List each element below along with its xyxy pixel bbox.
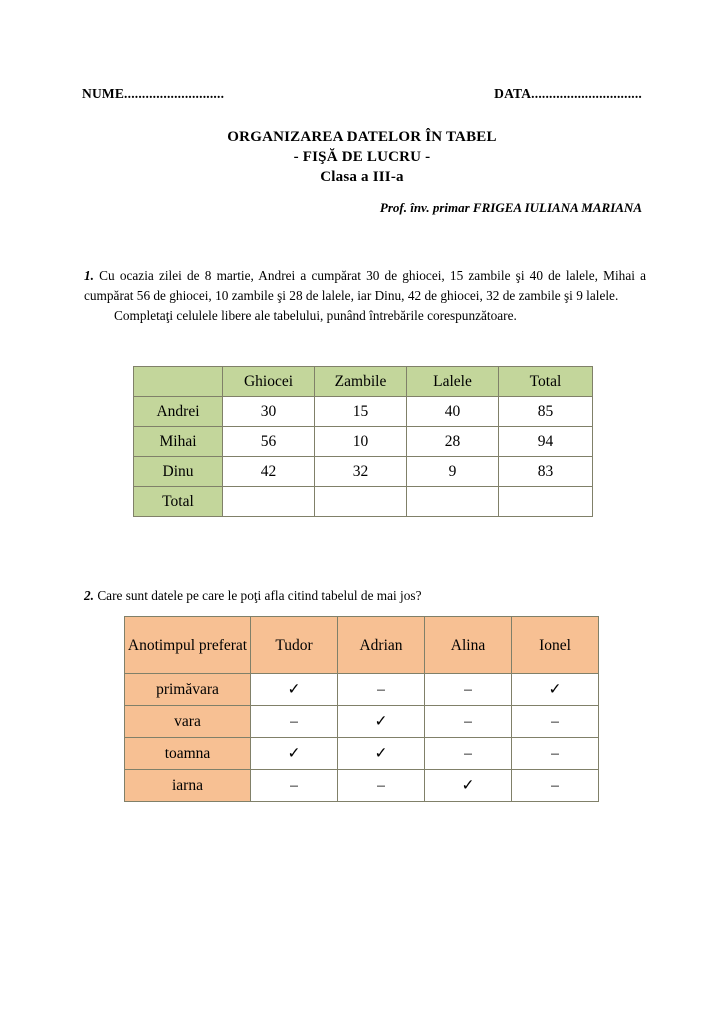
table-favourite-seasons bbox=[124, 616, 599, 802]
cell-andrei-lalele[interactable]: 40 bbox=[407, 397, 499, 427]
table-flower-counts bbox=[133, 366, 593, 517]
table-corner-cell-seasons: Anotimpul preferat bbox=[125, 617, 251, 674]
table-header-row bbox=[134, 367, 593, 397]
cell-mihai-total[interactable]: 94 bbox=[499, 427, 593, 457]
cell-total-ghiocei[interactable] bbox=[223, 487, 315, 517]
row-header-mihai: Mihai bbox=[134, 427, 223, 457]
cell-andrei-ghiocei[interactable]: 30 bbox=[223, 397, 315, 427]
cell-total-lalele[interactable] bbox=[407, 487, 499, 517]
table-row bbox=[134, 427, 593, 457]
exercise-1-block bbox=[84, 266, 646, 326]
cell-iarna-alina[interactable]: ✓ bbox=[425, 770, 512, 802]
cell-mihai-lalele[interactable]: 28 bbox=[407, 427, 499, 457]
row-header-total: Total bbox=[134, 487, 223, 517]
row-header-andrei: Andrei bbox=[134, 397, 223, 427]
title-line-2: - FIŞĂ DE LUCRU - bbox=[293, 149, 431, 165]
table-row bbox=[134, 457, 593, 487]
column-header-ionel: Ionel bbox=[512, 617, 599, 674]
cell-toamna-alina[interactable]: – bbox=[425, 738, 512, 770]
cell-primavara-tudor[interactable]: ✓ bbox=[251, 674, 338, 706]
cell-dinu-ghiocei[interactable]: 42 bbox=[223, 457, 315, 487]
table-row bbox=[134, 487, 593, 517]
name-field-label: NUME............................ bbox=[82, 86, 225, 101]
table-row bbox=[125, 770, 599, 802]
cell-iarna-tudor[interactable]: – bbox=[251, 770, 338, 802]
column-header-total: Total bbox=[499, 367, 593, 397]
cell-toamna-tudor[interactable]: ✓ bbox=[251, 738, 338, 770]
table-row bbox=[125, 674, 599, 706]
cell-andrei-zambile[interactable]: 15 bbox=[315, 397, 407, 427]
cell-total-total[interactable] bbox=[499, 487, 593, 517]
cell-toamna-ionel[interactable]: – bbox=[512, 738, 599, 770]
cell-primavara-ionel[interactable]: ✓ bbox=[512, 674, 599, 706]
page-title bbox=[0, 127, 724, 187]
row-header-toamna: toamna bbox=[125, 738, 251, 770]
cell-dinu-zambile[interactable]: 32 bbox=[315, 457, 407, 487]
exercise-1-text: Cu ocazia zilei de 8 martie, Andrei a cumpărat 30 de ghiocei, 15 zambile şi 40 de lalele, Mihai a cumpărat 56 de ghiocei, 10 zambile şi 28 de lalele, iar Dinu, 42 de ghiocei, 32 de zambile şi 9 lalele. bbox=[84, 268, 646, 303]
cell-vara-adrian[interactable]: ✓ bbox=[338, 706, 425, 738]
row-header-dinu: Dinu bbox=[134, 457, 223, 487]
title-line-3: Clasa a III-a bbox=[320, 169, 404, 185]
cell-vara-alina[interactable]: – bbox=[425, 706, 512, 738]
table-row bbox=[134, 397, 593, 427]
cell-iarna-ionel[interactable]: – bbox=[512, 770, 599, 802]
column-header-alina: Alina bbox=[425, 617, 512, 674]
cell-dinu-total[interactable]: 83 bbox=[499, 457, 593, 487]
cell-iarna-adrian[interactable]: – bbox=[338, 770, 425, 802]
exercise-2-text: Care sunt datele pe care le poţi afla citind tabelul de mai jos? bbox=[97, 588, 422, 603]
table-row bbox=[125, 738, 599, 770]
column-header-zambile: Zambile bbox=[315, 367, 407, 397]
column-header-lalele: Lalele bbox=[407, 367, 499, 397]
column-header-adrian: Adrian bbox=[338, 617, 425, 674]
exercise-2-number: 2. bbox=[84, 588, 94, 603]
table-header-row bbox=[125, 617, 599, 674]
column-header-ghiocei: Ghiocei bbox=[223, 367, 315, 397]
exercise-2-block bbox=[84, 586, 646, 605]
cell-primavara-alina[interactable]: – bbox=[425, 674, 512, 706]
cell-vara-tudor[interactable]: – bbox=[251, 706, 338, 738]
cell-andrei-total[interactable]: 85 bbox=[499, 397, 593, 427]
cell-dinu-lalele[interactable]: 9 bbox=[407, 457, 499, 487]
table-row bbox=[125, 706, 599, 738]
cell-total-zambile[interactable] bbox=[315, 487, 407, 517]
title-line-1: ORGANIZAREA DATELOR ÎN TABEL bbox=[227, 129, 497, 145]
column-header-tudor: Tudor bbox=[251, 617, 338, 674]
author-credit: Prof. înv. primar FRIGEA IULIANA MARIANA bbox=[379, 200, 642, 215]
cell-vara-ionel[interactable]: – bbox=[512, 706, 599, 738]
exercise-1-number: 1. bbox=[84, 268, 94, 283]
date-field-label: DATA............................... bbox=[494, 86, 642, 101]
exercise-1-instruction: Completaţi celulele libere ale tabelului, punând întrebările corespunzătoare. bbox=[114, 308, 517, 323]
cell-mihai-ghiocei[interactable]: 56 bbox=[223, 427, 315, 457]
cell-primavara-adrian[interactable]: – bbox=[338, 674, 425, 706]
row-header-primavara: primăvara bbox=[125, 674, 251, 706]
row-header-iarna: iarna bbox=[125, 770, 251, 802]
cell-mihai-zambile[interactable]: 10 bbox=[315, 427, 407, 457]
cell-toamna-adrian[interactable]: ✓ bbox=[338, 738, 425, 770]
name-date-row bbox=[82, 86, 642, 102]
table-corner-cell bbox=[134, 367, 223, 397]
row-header-vara: vara bbox=[125, 706, 251, 738]
